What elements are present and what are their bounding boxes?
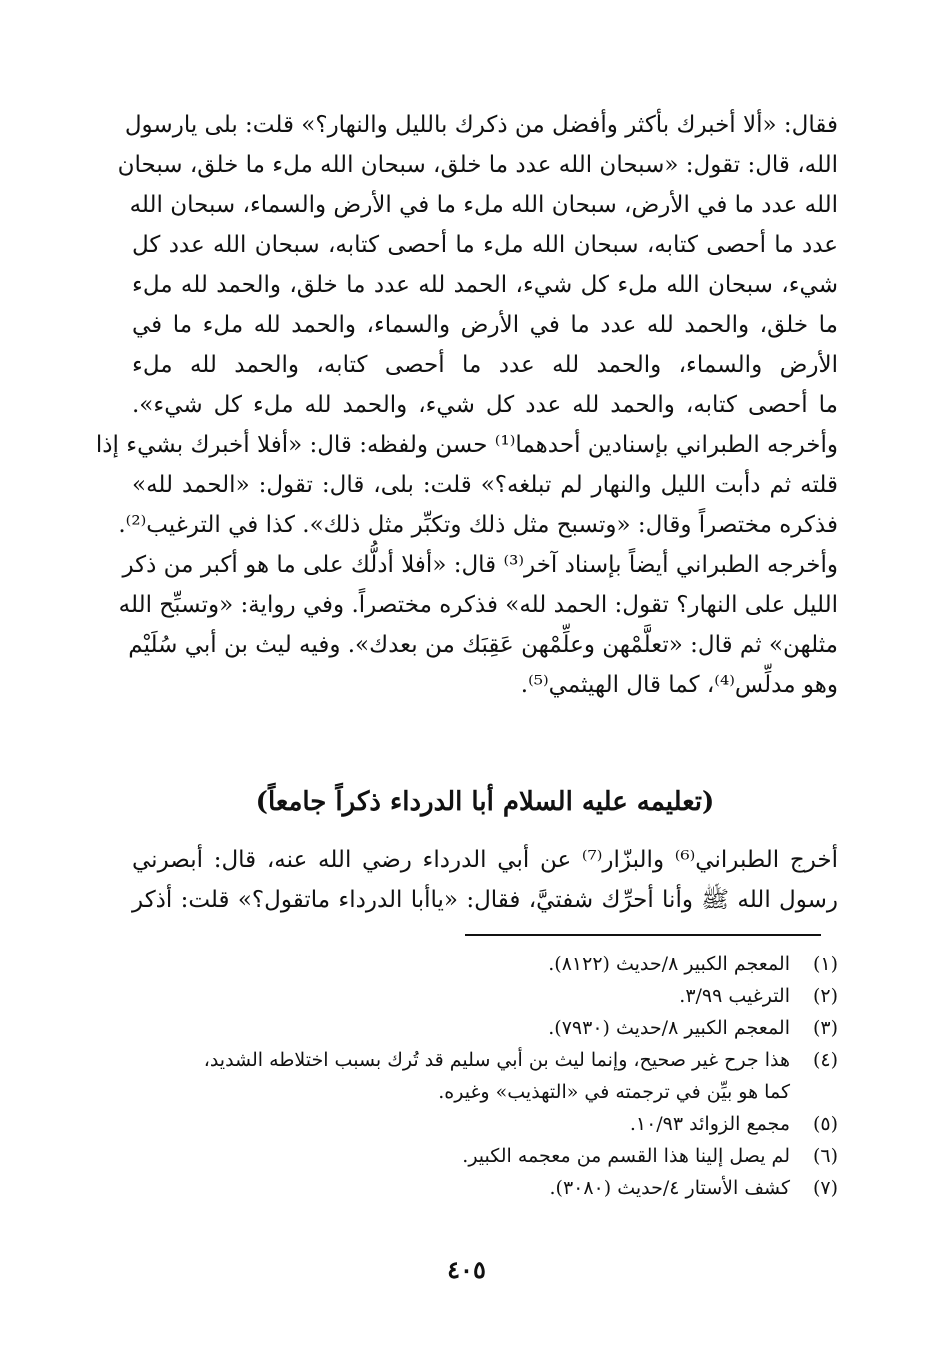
- footnote-number: (٢): [812, 985, 838, 1007]
- footnote-text: كشف الأستار ٤/حديث (٣٠٨٠).: [549, 1177, 790, 1199]
- footnote-item: [132, 948, 838, 980]
- text-line: وأخرجه الطبراني أيضاً بإسناد آخر⁽³⁾ قال: «أفلا أدلُّك على ما هو أكبر من ذكر: [122, 552, 838, 578]
- footnote-text: المعجم الكبير ٨/حديث (٨١٢٢).: [548, 953, 790, 975]
- footnote-text: مجمع الزوائد ١٠/٩٣.: [629, 1113, 790, 1135]
- text-line: عدد ما أحصى كتابه، سبحان الله ملء ما أحصى كتابه، سبحان الله عدد كل: [132, 232, 838, 258]
- footnote-item: [132, 1044, 838, 1108]
- text-line: رسول الله ﷺ وأنا أحرِّك شفتيَّ، فقال: «ياأبا الدرداء ماتقول؟» قلت: أذكر: [132, 887, 838, 913]
- main-text-block: [95, 105, 838, 705]
- footnote-item: [132, 1172, 838, 1204]
- footnote-text: كما هو بيِّن في ترجمته في «التهذيب» وغيره.: [438, 1081, 790, 1103]
- text-line: شيء، سبحان الله ملء كل شيء، الحمد لله عدد ما خلق، والحمد لله ملء: [132, 272, 838, 298]
- footnote-text: الترغيب ٣/٩٩.: [679, 985, 790, 1007]
- footnote-item: [132, 980, 838, 1012]
- footnote-item: [132, 1012, 838, 1044]
- text-line: قلته ثم دأبت الليل والنهار لم تبلغه؟» قلت: بلى، قال: تقول: «الحمد لله»: [132, 472, 838, 498]
- footnote-text: لم يصل إلينا هذا القسم من معجمه الكبير.: [462, 1145, 790, 1167]
- text-line: فقال: «ألا أخبرك بأكثر وأفضل من ذكرك بالليل والنهار؟» قلت: بلى يارسول: [124, 112, 838, 138]
- footnote-text: المعجم الكبير ٨/حديث (٧٩٣٠).: [548, 1017, 790, 1039]
- text-line: ما أحصى كتابه، والحمد لله عدد كل شيء، والحمد لله ملء كل شيء».: [132, 392, 838, 418]
- text-line: ما خلق، والحمد لله عدد ما في الأرض والسماء، والحمد لله ملء ما في: [132, 312, 838, 338]
- footnote-number: (٧): [812, 1177, 838, 1199]
- footnotes: [132, 948, 838, 1204]
- page-number: ٤٠٥: [447, 1255, 486, 1284]
- text-line: وأخرجه الطبراني بإسنادين أحدهما⁽¹⁾ حسن ولفظه: قال: «أفلا أخبرك بشيء إذا: [95, 432, 838, 458]
- text-line: أخرج الطبراني⁽⁶⁾ والبزّار⁽⁷⁾ عن أبي الدرداء رضي الله عنه، قال: أبصرني: [132, 847, 838, 873]
- footnote-number: (٦): [812, 1145, 838, 1167]
- footnote-number: (٤): [812, 1049, 838, 1071]
- footnote-number: (١): [812, 953, 838, 975]
- footnote-number: (٣): [812, 1017, 838, 1039]
- text-line: الليل على النهار؟ تقول: الحمد لله» فذكره مختصراً. وفي رواية: «وتسبِّح الله: [118, 592, 838, 618]
- text-line: وهو مدلِّس⁽⁴⁾، كما قال الهيثمي⁽⁵⁾.: [520, 672, 838, 698]
- footnote-item: [132, 1140, 838, 1172]
- footnote-number: (٥): [812, 1113, 838, 1135]
- section-heading: (تعليمه عليه السلام أبا الدرداء ذكراً جامعاً): [255, 787, 715, 817]
- second-text-block: [132, 840, 838, 920]
- text-line: الله، قال: تقول: «سبحان الله عدد ما خلق، سبحان الله ملء ما خلق، سبحان: [117, 152, 838, 178]
- footnote-item: [132, 1108, 838, 1140]
- text-line: مثلهن» ثم قال: «تعلَّمْهن وعلِّمْهن عَقِبَك من بعدك». وفيه ليث بن أبي سُلَيْم: [128, 632, 838, 658]
- text-line: فذكره مختصراً وقال: «وتسبح مثل ذلك وتكبِّر مثل ذلك». كذا في الترغيب⁽²⁾.: [118, 512, 838, 538]
- text-line: الأرض والسماء، والحمد لله عدد ما أحصى كتابه، والحمد لله ملء: [132, 352, 838, 378]
- footnote-text: هذا جرح غير صحيح، وإنما ليث بن أبي سليم قد تُرك بسبب اختلاطه الشديد،: [203, 1049, 790, 1071]
- footnote-divider: [465, 934, 821, 936]
- text-line: الله عدد ما في الأرض، سبحان الله ملء ما في الأرض والسماء، سبحان الله: [129, 192, 838, 218]
